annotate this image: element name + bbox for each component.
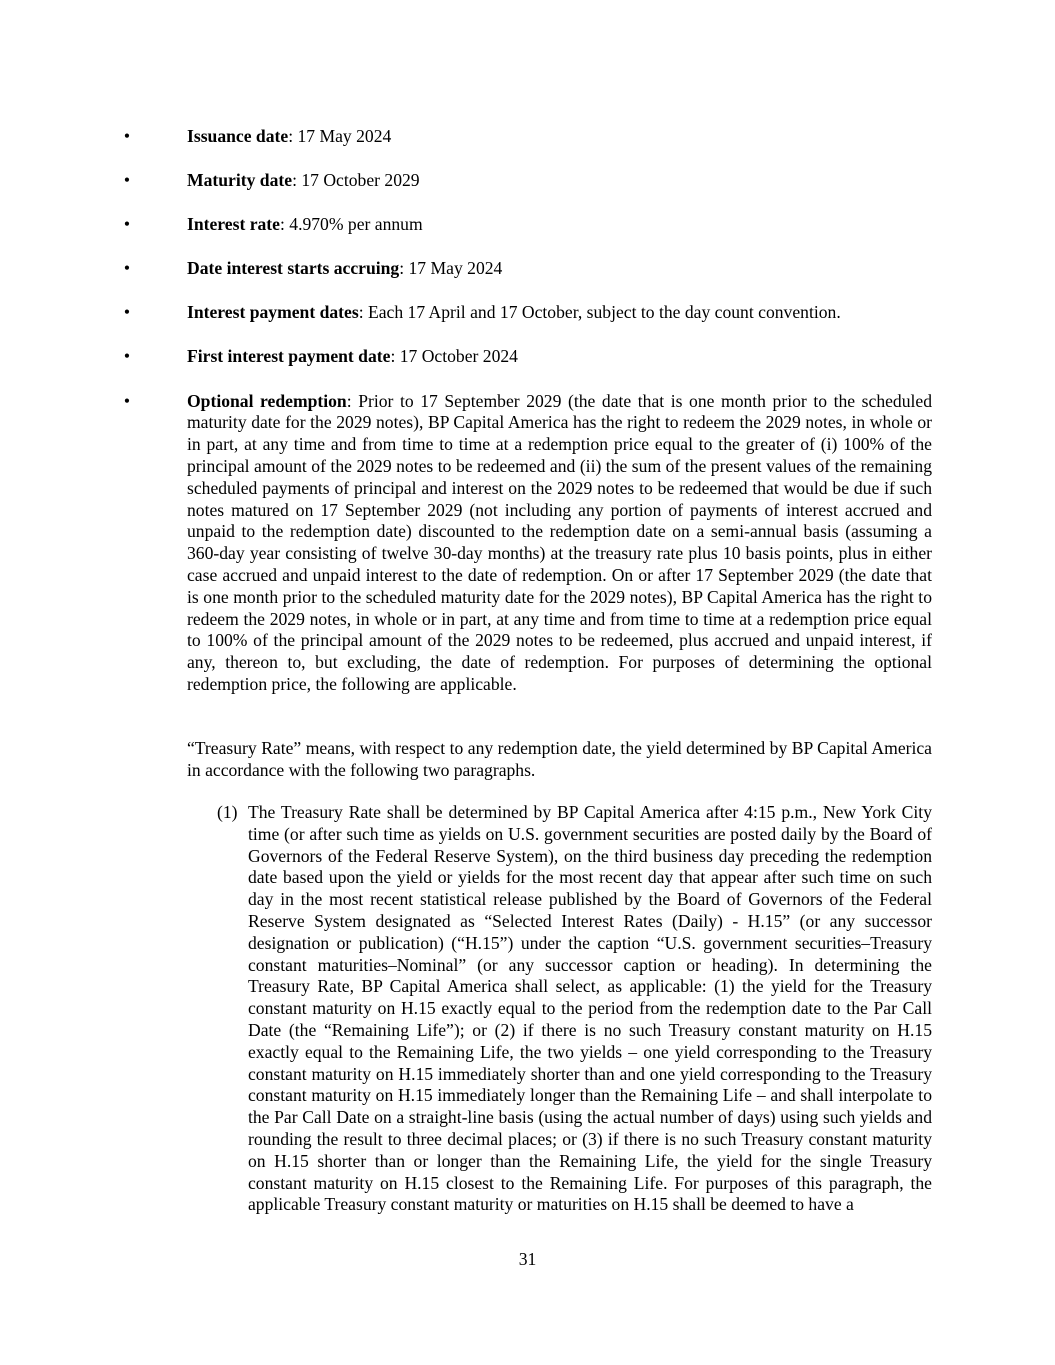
treasury-rate-definition: “Treasury Rate” means, with respect to any redemption date, the yield determined by BP Capital America in accordance with the following two paragraphs.: [187, 738, 932, 780]
term-value: : 17 October 2029: [292, 170, 420, 191]
term-value: : Prior to 17 September 2029 (the date that is one month prior to the scheduled maturity date for the 2029 notes), BP Capital America has the right to redeem the 2029 notes, in whole or in part, at any time and from time to time at a redemption price equal to the greater of (i) 100% of the principal amount of the 2029 notes to be redeemed and (ii) the sum of the present values of the remaining scheduled payments of principal and interest on the 2029 notes to be redeemed that would be due if such notes matured on 17 September 2029 (not including any portion of payments of interest accrued and unpaid to the redemption date) discounted to the redemption date on a semi-annual basis (assuming a 360-day year consisting of twelve 30-day months) at the treasury rate plus 10 basis points, plus in either case accrued and unpaid interest to the date of redemption. On or after 17 September 2029 (the date that is one month prior to the scheduled maturity date for the 2029 notes), BP Capital America has the right to redeem the 2029 notes, in whole or in part, at any time and from time to time at a redemption price equal to 100% of the principal amount of the 2029 notes to be redeemed, plus accrued and unpaid interest, if any, thereon to, but excluding, the date of redemption. For purposes of determining the optional redemption price, the following are applicable.: [187, 390, 933, 694]
term-label: Interest payment dates: [187, 302, 359, 323]
bullet-item-optional-redemption: [120, 391, 932, 696]
term-value: : 17 October 2024: [390, 346, 518, 367]
bullet-icon: •: [123, 302, 131, 323]
bullet-icon: •: [123, 346, 131, 367]
bullet-icon: •: [123, 214, 131, 235]
bullet-item-interest-rate: [120, 214, 932, 236]
term-value: : 17 May 2024: [288, 126, 392, 146]
bullet-item-accrual-start: [120, 258, 932, 280]
bullet-icon: •: [123, 390, 131, 411]
bullet-item-issuance-date: [120, 126, 932, 148]
bullet-item-interest-payment-dates: [120, 302, 932, 324]
term-value: : 17 May 2024: [399, 258, 503, 279]
term-label: Optional redemption: [187, 390, 347, 411]
paragraph-text: The Treasury Rate shall be determined by BP Capital America after 4:15 p.m., New York City time (or after such time as yields on U.S. government securities are posted daily by the Board of Governors of the Federal Reserve System), on the third business day preceding the redemption date based upon the yield or yields for the most recent day that appear after such time on such day in the most recent statistical release published by the Board of Governors of the Federal Reserve System designated as “Selected Interest Rates (Daily) - H.15” (or any successor designation or publication) (“H.15”) under the caption “U.S. government securities–Treasury constant maturities–Nominal” (or any successor caption or heading). In determining the Treasury Rate, BP Capital America shall select, as applicable: (1) the yield for the Treasury constant maturity on H.15 exactly equal to the period from the redemption date to the Par Call Date (the “Remaining Life”); or (2) if there is no such Treasury constant maturity on H.15 exactly equal to the Remaining Life, the two yields – one yield corresponding to the Treasury constant maturity on H.15 immediately shorter than and one yield corresponding to the Treasury constant maturity on H.15 immediately longer than the Remaining Life – and shall interpolate to the Par Call Date on a straight-line basis (using the actual number of days) using such yields and rounding the result to three decimal places; or (3) if there is no such Treasury constant maturity on H.15 shorter than or longer than the Remaining Life, the yield for the single Treasury constant maturity on H.15 closest to the Remaining Life. For purposes of this paragraph, the applicable Treasury constant maturity or maturities on H.15 shall be deemed to have a: [248, 802, 932, 1215]
bullet-item-maturity-date: [120, 170, 932, 192]
term-label: Date interest starts accruing: [187, 258, 400, 279]
term-label: Interest rate: [187, 214, 280, 235]
term-label: Maturity date: [187, 170, 293, 191]
term-value: : 4.970% per annum: [279, 214, 423, 235]
bullet-icon: •: [123, 170, 131, 191]
bullet-item-first-interest-payment: [120, 346, 932, 368]
page-number: 31: [518, 1249, 537, 1269]
term-label: First interest payment date: [187, 346, 391, 367]
bullet-icon: •: [123, 258, 131, 279]
term-label: Issuance date: [187, 126, 289, 146]
numbered-paragraph-1: [217, 802, 932, 1216]
term-value: : Each 17 April and 17 October, subject to the day count convention.: [358, 302, 841, 323]
numbered-paragraph-list: [217, 802, 932, 1216]
bullet-icon: •: [123, 126, 131, 146]
term-bullet-list: [120, 126, 932, 718]
paragraph-number: (1): [217, 802, 238, 822]
